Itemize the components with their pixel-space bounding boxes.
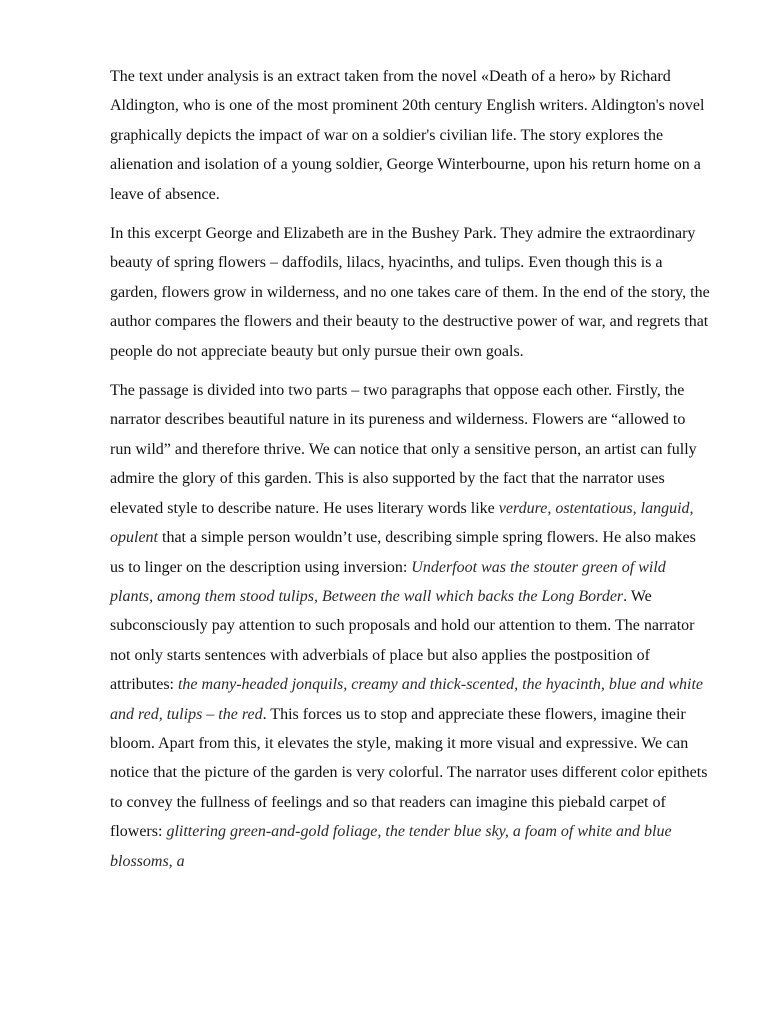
text-run: that a simple person wouldn’t use, describing simple spring flowers. He also makes us to linger on the description using inversion: — [110, 529, 696, 576]
paragraph-analysis — [110, 376, 710, 876]
italic-quote: glittering green-and-gold foliage, the tender blue sky, a foam of white and blue blossoms, a — [110, 823, 672, 870]
italic-quote: the many-headed jonquils, creamy and thick-scented, the hyacinth, blue and white and red, tulips – the red — [110, 676, 704, 723]
document-page — [110, 62, 710, 886]
text-run: The passage is divided into two parts – two paragraphs that oppose each other. Firstly, the narrator describes beautiful nature in its pureness and wilderness. Flowers are “allowed to run wild” and therefore thrive. We can notice that only a sensitive person, an artist can fully admire the glory of this garden. This is also supported by the fact that the narrator uses elevated style to describe nature. He uses literary words like — [110, 382, 697, 517]
text-run: The text under analysis is an extract taken from the novel «Death of a hero» by Richard Aldington, who is one of the most prominent 20th century English writers. Aldington's novel graphically depicts the impact of war on a soldier's civilian life. The story explores the alienation and isolation of a young soldier, George Winterbourne, upon his return home on a leave of absence. — [110, 68, 705, 203]
paragraph-intro — [110, 62, 710, 209]
text-run: . We subconsciously pay attention to such proposals and hold our attention to them. The narrator not only starts sentences with adverbials of place but also applies the postposition of attributes: — [110, 587, 695, 694]
italic-quote: verdure, ostentatious, languid, opulent — [110, 499, 694, 547]
italic-quote: Underfoot was the stouter green of wild plants, among them stood tulips, Between the wall which backs the Long Border — [110, 558, 666, 605]
text-run: . This forces us to stop and appreciate these flowers, imagine their bloom. Apart from this, it elevates the style, making it more visual and expressive. We can notice that the picture of the garden is very colorful. The narrator uses different color epithets to convey the fullness of feelings and so that readers can imagine this piebald carpet of flowers: — [110, 705, 708, 841]
text-run: In this excerpt George and Elizabeth are in the Bushey Park. They admire the extraordinary beauty of spring flowers – daffodils, lilacs, hyacinths, and tulips. Even though this is a garden, flowers grow in wilderness, and no one takes care of them. In the end of the story, the author compares the flowers and their beauty to the destructive power of war, and regrets that people do not appreciate beauty but only pursue their own goals. — [110, 225, 710, 360]
paragraph-summary — [110, 219, 710, 366]
